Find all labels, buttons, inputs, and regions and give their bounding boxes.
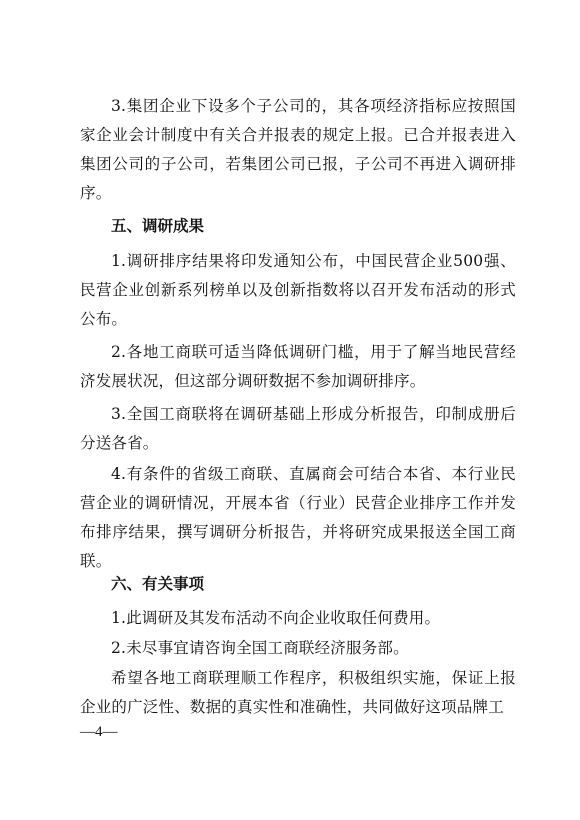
paragraph-closing-request: 希望各地工商联理顺工作程序，积极组织实施，保证上报企业的广泛性、数据的真实性和准确性，共同做好这项品牌工 bbox=[80, 669, 516, 716]
paragraph-contact-department: 2.未尽事宜请咨询全国工商联经济服务部。 bbox=[111, 639, 409, 657]
paragraph-provincial-ranking: 4.有条件的省级工商联、直属商会可结合本省、本行业民营企业的调研情况，开展本省（行业）民营企业排序工作并发布排序结果，撰写调研分析报告，并将研究成果报送全国工商联。 bbox=[80, 465, 516, 570]
paragraph-results-publication: 1.调研排序结果将印发通知公布，中国民营企业500强、民营企业创新系列榜单以及创新指数将以召开发布活动的形式公布。 bbox=[80, 252, 516, 328]
page-number: —4— bbox=[80, 724, 118, 740]
heading-research-results: 五、调研成果 bbox=[111, 217, 205, 235]
paragraph-lower-threshold: 2.各地工商联可适当降低调研门槛，用于了解当地民营经济发展状况，但这部分调研数据不参加调研排序。 bbox=[80, 343, 516, 390]
heading-related-matters: 六、有关事项 bbox=[111, 575, 205, 593]
paragraph-group-enterprise-subsidiaries: 3.集团企业下设多个子公司的，其各项经济指标应按照国家企业会计制度中有关合并报表的规定上报。已合并报表进入集团公司的子公司，若集团公司已报，子公司不再进入调研排序。 bbox=[80, 97, 516, 202]
paragraph-no-fees: 1.此调研及其发布活动不向企业收取任何费用。 bbox=[111, 609, 441, 627]
paragraph-analysis-report: 3.全国工商联将在调研基础上形成分析报告，印制成册后分送各省。 bbox=[80, 405, 516, 452]
